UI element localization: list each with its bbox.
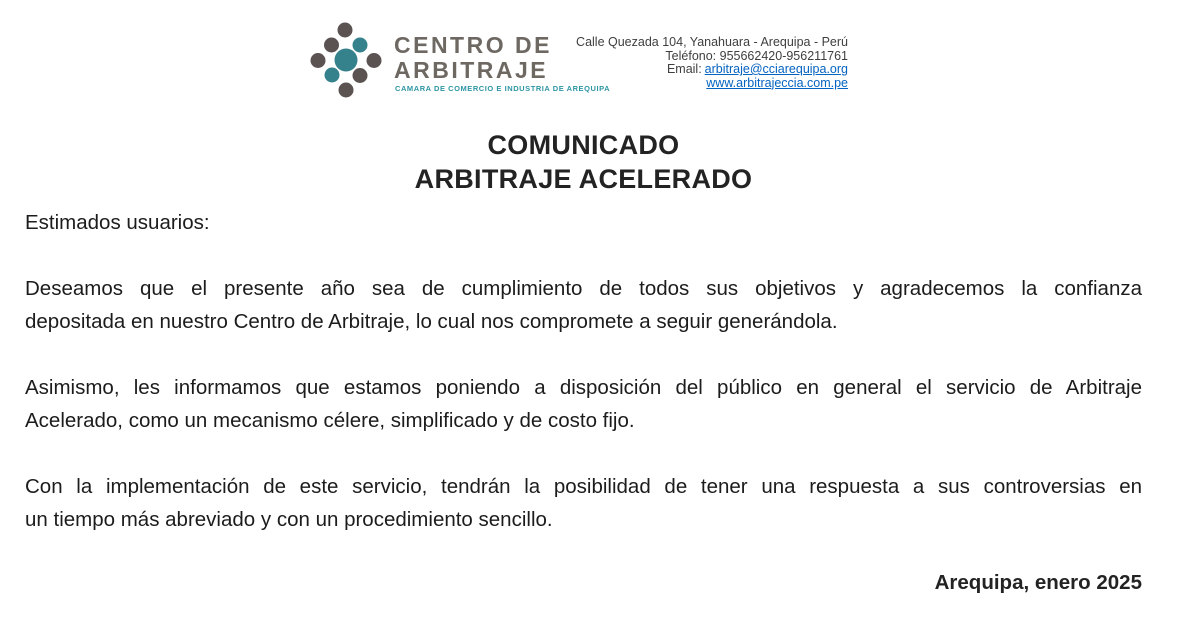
contact-block	[576, 36, 848, 90]
paragraph-2-line-1: Asimismo, les informamos que estamos poniendo a disposición del público en general el servicio de Arbitraje	[25, 376, 1142, 399]
paragraph-3-line-2: un tiempo más abreviado y con un procedimiento sencillo.	[25, 508, 553, 531]
greeting: Estimados usuarios:	[25, 211, 210, 234]
logo-name-line1: CENTRO DE	[394, 32, 552, 58]
contact-website-link[interactable]: www.arbitrajeccia.com.pe	[706, 75, 848, 90]
contact-email-line	[576, 63, 848, 77]
document-title	[25, 128, 1142, 196]
logo-dots-icon	[308, 14, 384, 99]
paragraph-3-line-1: Con la implementación de este servicio, tendrán la posibilidad de tener una respuesta a sus controversias en	[25, 475, 1142, 498]
contact-website-line	[576, 77, 848, 91]
contact-address: Calle Quezada 104, Yanahuara - Arequipa - Perú	[576, 35, 848, 49]
paragraph-2-line-2: Acelerado, como un mecanismo célere, simplificado y de costo fijo.	[25, 409, 635, 432]
paragraph-1-line-1: Deseamos que el presente año sea de cumplimiento de todos sus objetivos y agradecemos la confianza	[25, 277, 1142, 300]
contact-email-link[interactable]: arbitraje@cciarequipa.org	[704, 62, 848, 76]
contact-phone: Teléfono: 955662420-956211761	[665, 48, 848, 63]
paragraph-1	[25, 272, 1142, 338]
document-body	[25, 206, 1142, 569]
paragraph-1-line-2: depositada en nuestro Centro de Arbitraje, lo cual nos compromete a seguir generándola.	[25, 310, 838, 333]
logo-tagline: CAMARA DE COMERCIO E INDUSTRIA DE AREQUIPA	[395, 84, 611, 93]
paragraph-3	[25, 470, 1142, 536]
title-line1: COMUNICADO	[487, 130, 680, 160]
title-line2: ARBITRAJE ACELERADO	[414, 164, 753, 194]
document-date: Arequipa, enero 2025	[934, 571, 1142, 594]
paragraph-2	[25, 371, 1142, 437]
logo-name-line2: ARBITRAJE	[394, 56, 549, 83]
contact-email-label: Email:	[666, 62, 702, 76]
logo-name	[394, 33, 552, 82]
